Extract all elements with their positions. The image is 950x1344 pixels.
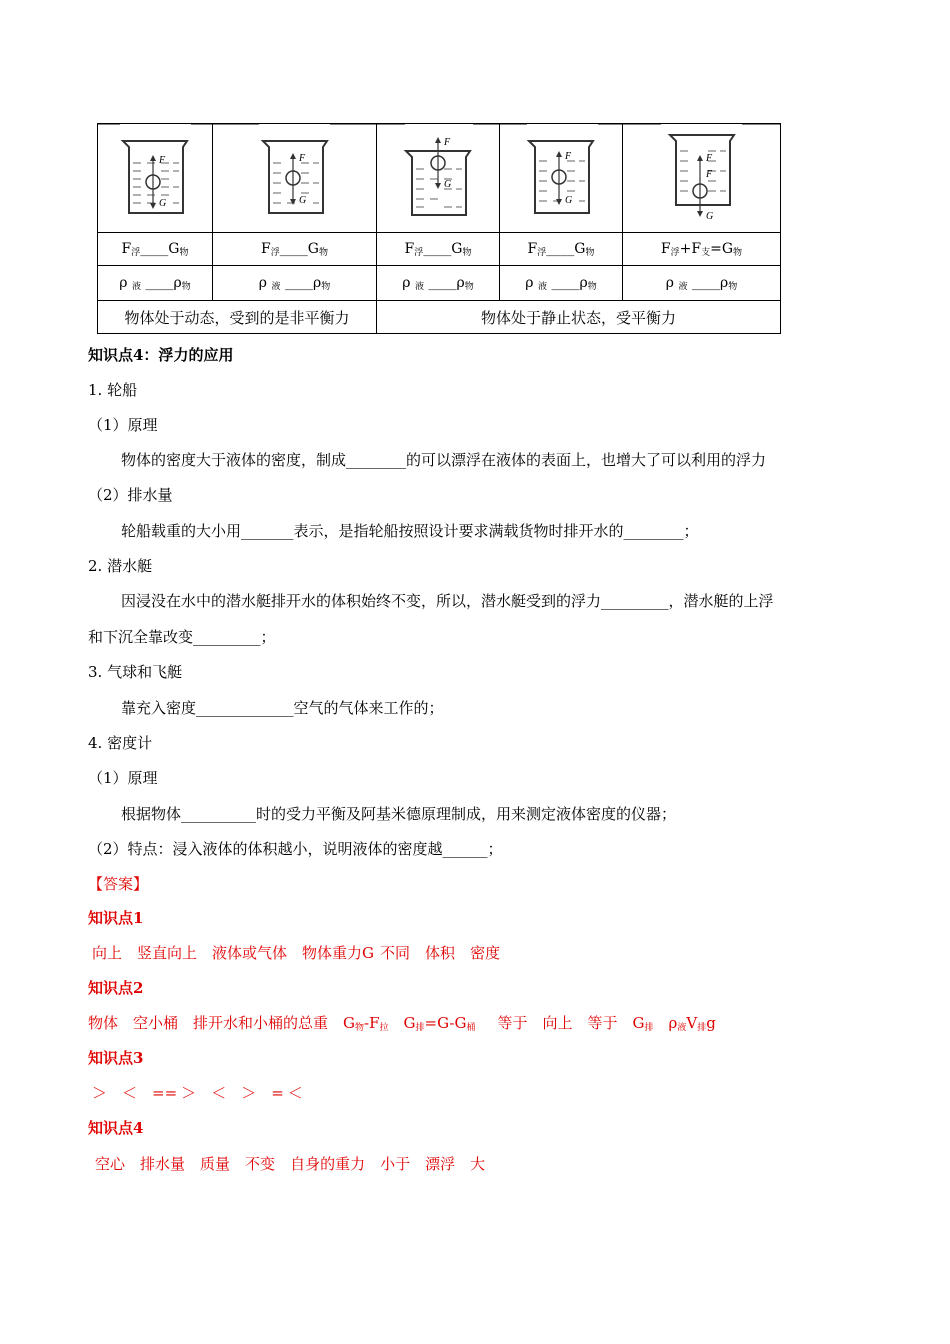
answer-formula: $G_物-F_拉$ [343,1014,389,1033]
answers-title: 【答案】 [88,875,149,893]
answer-item: 大 [470,1155,486,1173]
answer-formula: $G_排$ [632,1014,654,1033]
answers-k1-heading: 知识点1 [88,909,144,927]
relation-cell: $F_浮\_\_\_\_G_物$ [500,233,623,266]
subsection-feature: （2）特点：浸入液体的体积越小，说明液体的密度越______； [88,840,503,858]
answers-k3-heading: 知识点3 [88,1049,144,1067]
answer-item: 排开水和小桶的总重 [193,1014,329,1032]
svg-text:F: F [444,137,451,148]
answer-item: 向上 [92,944,123,962]
answer-item: 小于 [380,1155,411,1173]
beaker-sinking-figure [115,133,195,219]
answers-k4-list [95,1154,500,1174]
svg-text:F: F [705,169,712,180]
density-cell: ρ $_液$ $\_\_\_\_\rho_物$ [213,266,377,301]
answer-item: 密度 [470,944,501,962]
beaker-floating-up-figure [255,133,335,219]
answer-item: 向上 [542,1014,573,1032]
svg-text:F: F [298,153,305,164]
answer-item: ＞ [92,1084,108,1102]
answer-item: ＜ [122,1084,138,1102]
answer-item: == [152,1084,178,1102]
answer-item: 物体重力G [302,944,375,962]
svg-text:F: F [159,155,166,166]
density-cell: ρ $_液$ $\_\_\_\_\rho_物$ [623,266,781,301]
answers-k3-list [92,1083,318,1103]
answer-item: 空小桶 [133,1014,179,1032]
answer-item: 质量 [200,1155,231,1173]
paragraph: 和下沉全靠改变_________； [88,628,276,646]
answer-item: 排水量 [140,1155,186,1173]
table-top-rules [0,0,950,130]
answer-item: 空心 [95,1155,126,1173]
paragraph: 根据物体__________时的受力平衡及阿基米德原理制成，用来测定液体密度的仪器； [121,805,677,823]
density-cell: ρ $_液$ $\_\_\_\_\rho_物$ [377,266,500,301]
figure-cell-suspended [500,124,623,233]
svg-text:G: G [298,195,306,206]
section-hydrometer: 4. 密度计 [88,734,153,752]
heading-knowledge-4: 知识点4：浮力的应用 [88,346,234,364]
svg-text:F: F [565,151,572,162]
paragraph: 因浸没在水中的潜水艇排开水的体积始终不变，所以，潜水艇受到的浮力_________，潜水艇的上浮 [121,592,774,610]
beaker-supported-figure [662,131,742,221]
answers-k4-heading: 知识点4 [88,1119,144,1137]
answers-k2-heading: 知识点2 [88,979,144,997]
figure-cell-supported [623,124,781,233]
relation-cell: $F_浮\_\_\_\_G_物$ [377,233,500,266]
answer-item: ＜ [287,1084,303,1102]
answer-item: = [271,1084,284,1102]
state-cell-static: 物体处于静止状态，受平衡力 [377,301,781,334]
answer-item: 不同 [380,944,411,962]
answer-item: 自身的重力 [290,1155,366,1173]
answer-item: 物体 [88,1014,119,1032]
density-cell: ρ $_液$ $\_\_\_\_\rho_物$ [98,266,213,301]
answer-item: ＞ [181,1084,197,1102]
svg-text:G: G [159,198,167,209]
svg-text:G: G [705,211,713,221]
answer-item: 漂浮 [425,1155,456,1173]
subsection-principle: （1）原理 [88,769,158,787]
svg-text:F: F [705,153,712,164]
section-submarine: 2. 潜水艇 [88,557,153,575]
answers-k2-list [88,1013,731,1038]
answer-item: 等于 [497,1014,528,1032]
answer-formula: $G_排=G-G_桶$ [403,1014,476,1033]
relation-cell: $F_浮\_\_\_\_G_物$ [98,233,213,266]
answer-formula: $\rho_液V_排g$ [668,1014,716,1033]
beaker-floating-figure [398,133,478,219]
section-balloon: 3. 气球和飞艇 [88,663,183,681]
answer-item: 不变 [245,1155,276,1173]
state-cell-dynamic: 物体处于动态，受到的是非平衡力 [98,301,377,334]
answer-item: 体积 [425,944,456,962]
density-cell: ρ $_液$ $\_\_\_\_\rho_物$ [500,266,623,301]
buoyancy-table [97,123,781,334]
relation-cell: $F_浮+F_支=G_物$ [623,233,781,266]
beaker-suspended-figure [521,133,601,219]
svg-text:G: G [565,195,573,206]
subsection-principle: （1）原理 [88,416,158,434]
paragraph: 物体的密度大于液体的密度，制成________的可以漂浮在液体的表面上，也增大了可以利用的浮力 [121,451,767,469]
svg-text:G: G [444,179,452,190]
section-ship: 1. 轮船 [88,381,138,399]
paragraph: 靠充入密度_____________空气的气体来工作的； [121,699,444,717]
answer-item: 竖直向上 [137,944,198,962]
answer-item: ＞ [241,1084,257,1102]
figure-cell-sinking [98,124,213,233]
subsection-displacement: （2）排水量 [88,486,173,504]
answer-item: 液体或气体 [212,944,288,962]
figure-cell-floating-up [213,124,377,233]
answers-k1-list [92,943,515,963]
figure-cell-floating [377,124,500,233]
answer-item: ＜ [211,1084,227,1102]
paragraph: 轮船载重的大小用_______表示，是指轮船按照设计要求满载货物时排开水的________； [121,522,699,540]
relation-cell: $F_浮\_\_\_\_G_物$ [213,233,377,266]
answer-item: 等于 [587,1014,618,1032]
